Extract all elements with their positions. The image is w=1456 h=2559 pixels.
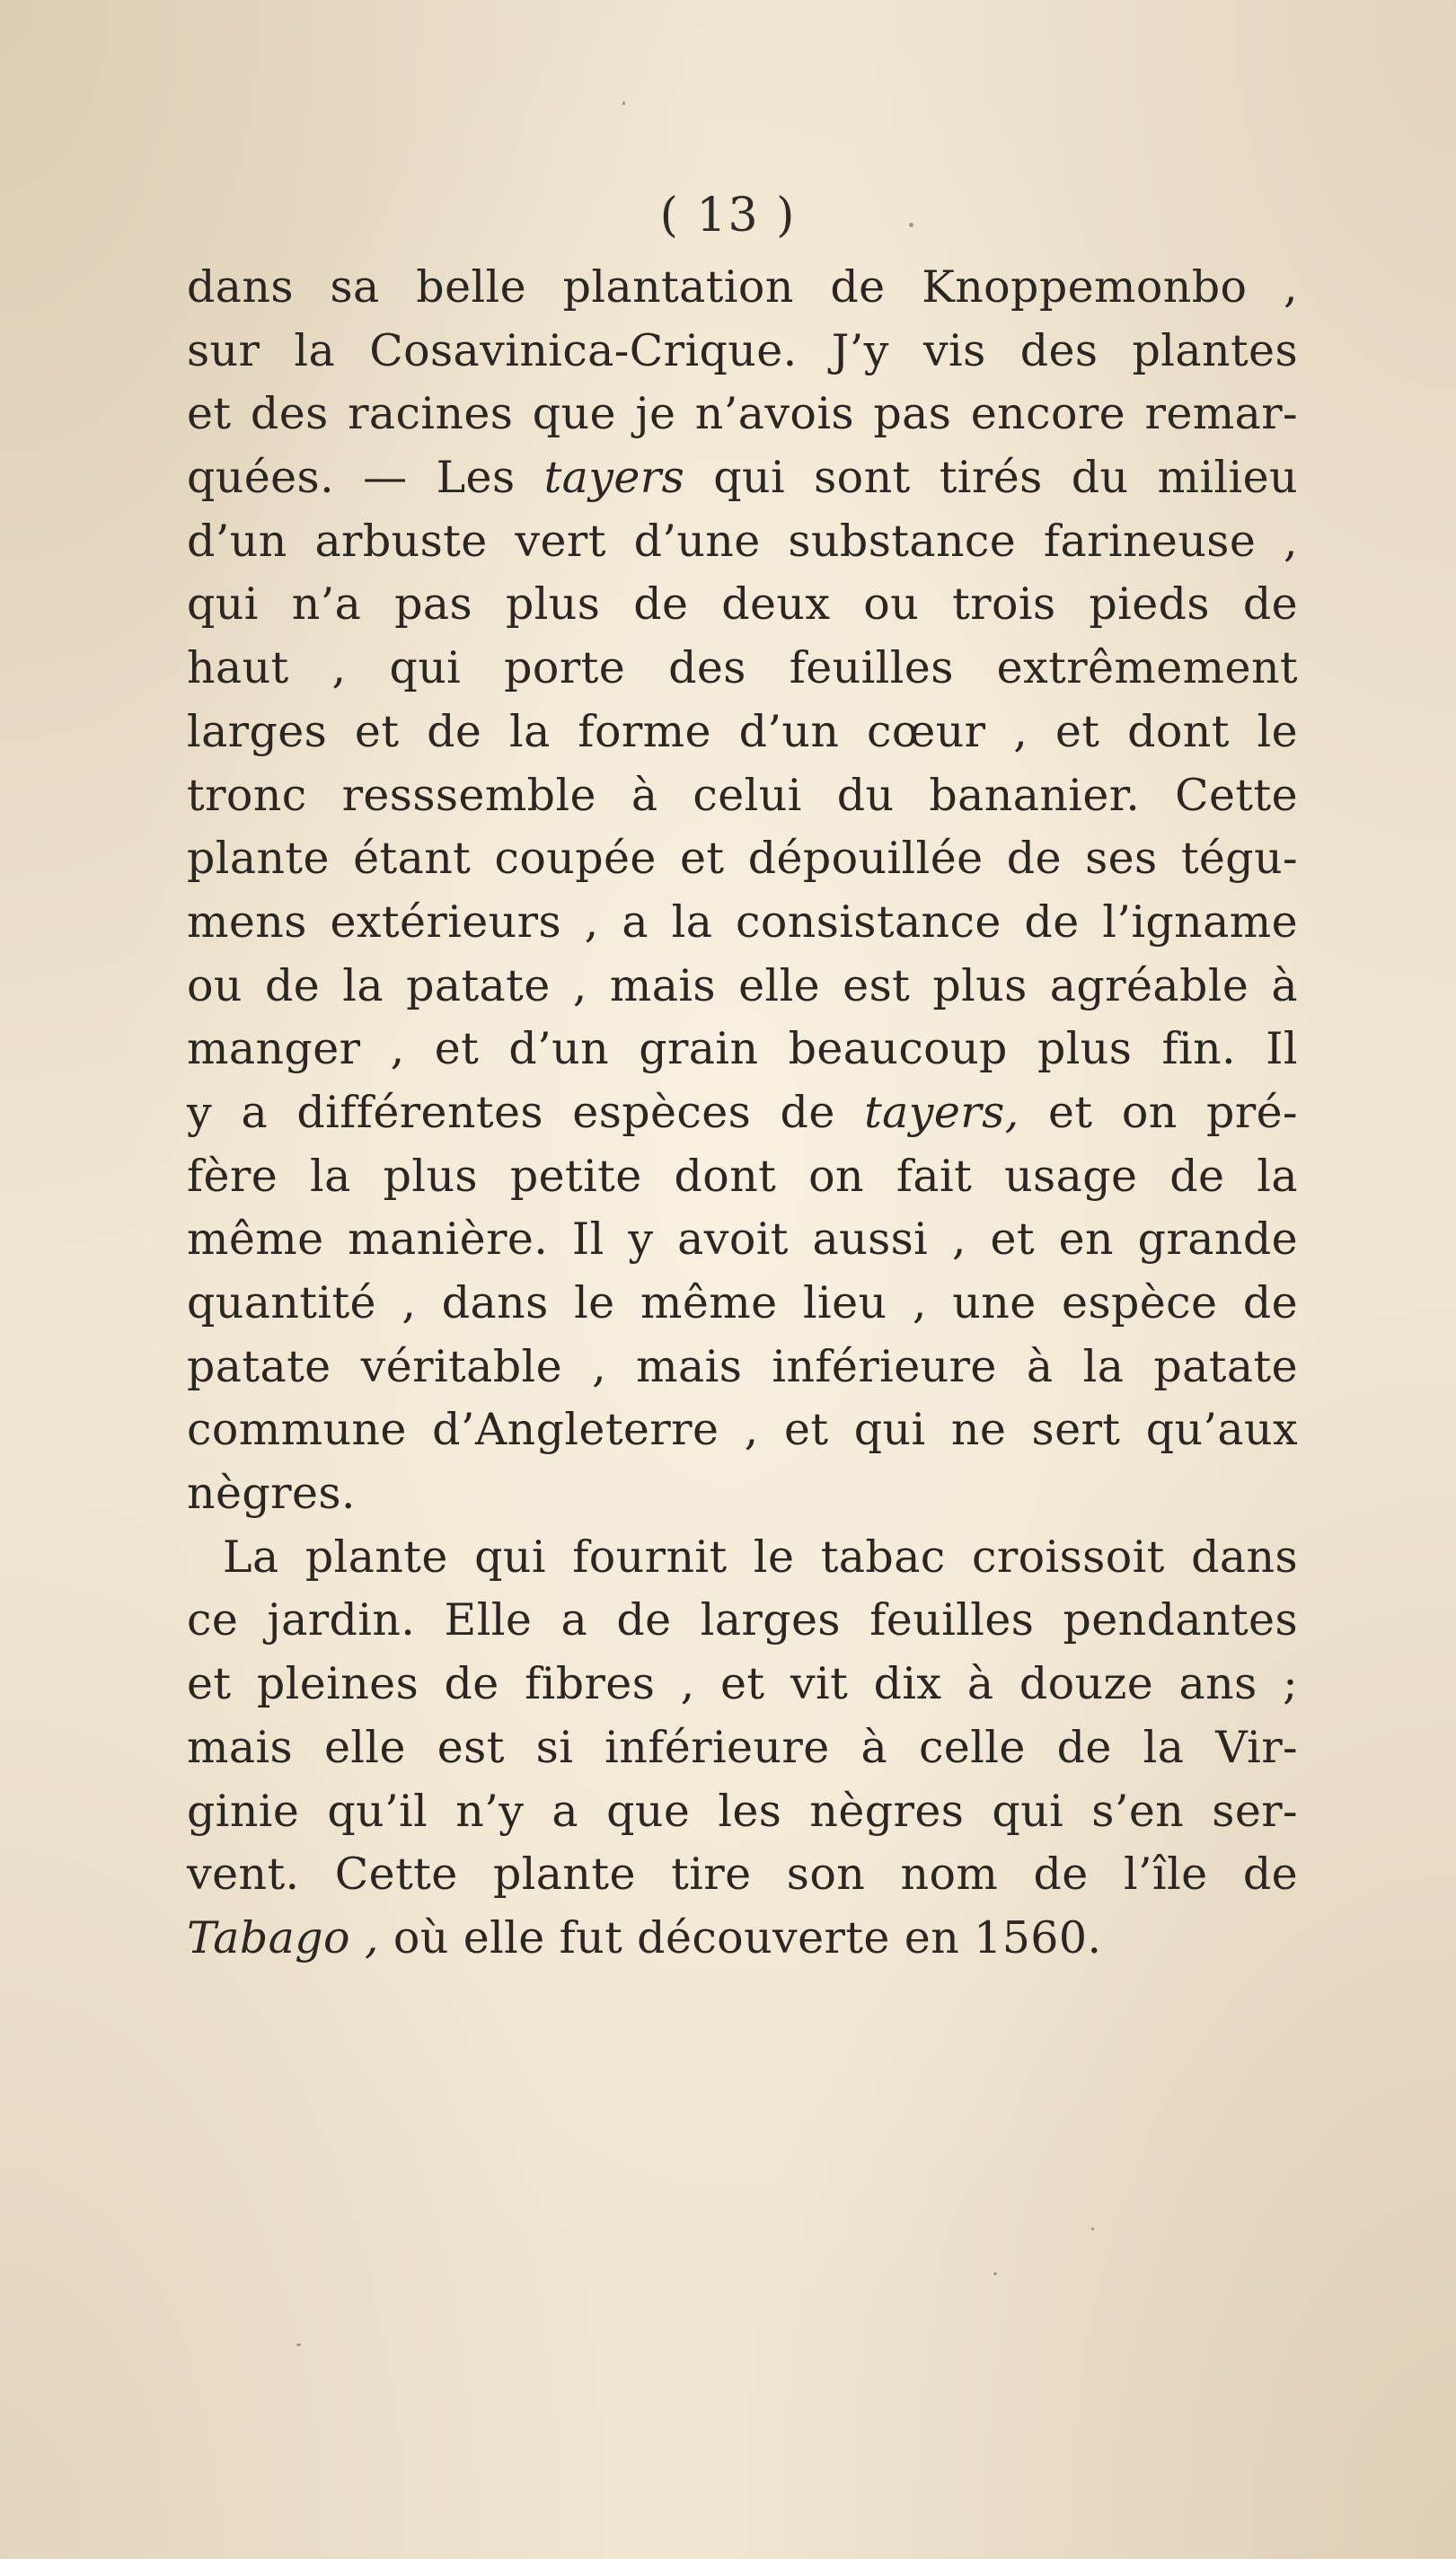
text-line: et pleines de fibres , et vit dix à douze ans ; bbox=[187, 1658, 1298, 1710]
text-line: commune d’Angleterre , et qui ne sert qu’aux bbox=[187, 1404, 1298, 1456]
text-line: La plante qui fournit le tabac croissoit dans bbox=[223, 1531, 1298, 1583]
text-line: haut , qui porte des feuilles extrêmement bbox=[187, 642, 1298, 694]
text-line: mais elle est si inférieure à celle de la Vir- bbox=[187, 1721, 1298, 1773]
text-line: patate véritable , mais inférieure à la patate bbox=[187, 1340, 1298, 1392]
text-line: qui n’a pas plus de deux ou trois pieds de bbox=[187, 578, 1298, 631]
text-line: larges et de la forme d’un cœur , et dont le bbox=[187, 705, 1298, 757]
paper-speck bbox=[909, 223, 913, 227]
text-line: quées. — Les tayers qui sont tirés du milieu bbox=[187, 452, 1298, 504]
text-line: fère la plus petite dont on fait usage de la bbox=[187, 1150, 1298, 1202]
page-number: ( 13 ) bbox=[659, 189, 797, 243]
text-line: même manière. Il y avoit aussi , et en grande bbox=[187, 1213, 1298, 1266]
text-line: d’un arbuste vert d’une substance farineuse , bbox=[187, 515, 1298, 567]
paper-speck bbox=[993, 2272, 997, 2275]
text-line: sur la Cosavinica-Crique. J’y vis des plantes bbox=[187, 324, 1298, 376]
text-line: et des racines que je n’avois pas encore remar- bbox=[187, 388, 1298, 440]
text-line: quantité , dans le même lieu , une espèce de bbox=[187, 1277, 1298, 1328]
text-line: nègres. bbox=[187, 1468, 356, 1520]
text-line: ou de la patate , mais elle est plus agréable à bbox=[187, 959, 1298, 1011]
text-line: dans sa belle plantation de Knoppemonbo , bbox=[187, 261, 1298, 313]
text-line: tronc resssemble à celui du bananier. Cette bbox=[187, 769, 1298, 821]
paper-speck bbox=[622, 101, 625, 105]
text-line: Tabago , où elle fut découverte en 1560. bbox=[187, 1911, 1102, 1963]
text-line: y a différentes espèces de tayers, et on pré- bbox=[187, 1086, 1298, 1138]
body-text bbox=[187, 256, 1298, 1971]
text-line: ginie qu’il n’y a que les nègres qui s’en ser- bbox=[187, 1785, 1298, 1837]
paper-speck bbox=[1091, 2228, 1094, 2230]
paper-speck bbox=[296, 2343, 301, 2346]
text-line: manger , et d’un grain beaucoup plus fin. Il bbox=[187, 1023, 1298, 1075]
text-line: ce jardin. Elle a de larges feuilles pendantes bbox=[187, 1594, 1298, 1646]
text-line: mens extérieurs , a la consistance de l’igname bbox=[187, 896, 1298, 948]
text-line: vent. Cette plante tire son nom de l’île de bbox=[187, 1849, 1298, 1901]
text-line: plante étant coupée et dépouillée de ses tégu- bbox=[187, 833, 1298, 885]
